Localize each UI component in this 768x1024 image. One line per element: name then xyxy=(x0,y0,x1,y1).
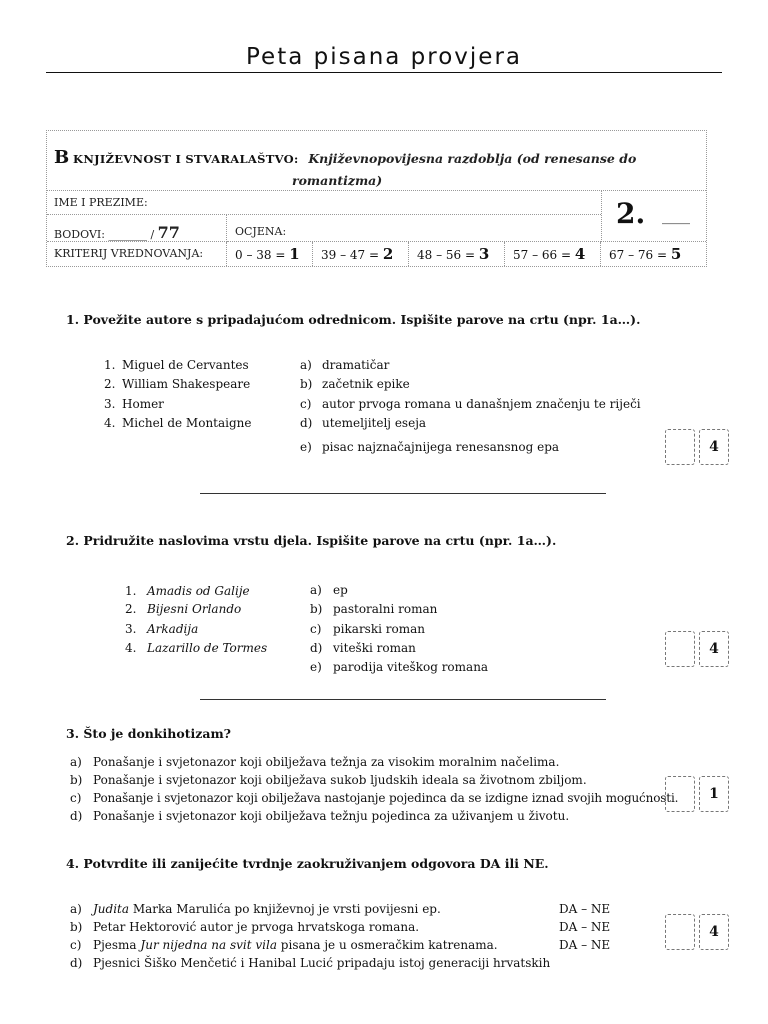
option-item[interactable]: b) Ponašanje i svjetonazor koji obilježava sukob ljudskih ideala sa životnom zbiljom. xyxy=(70,773,587,787)
list-item: a) ep xyxy=(310,583,348,597)
score-max: 4 xyxy=(699,429,729,465)
question-1-title: 1. Povežite autore s pripadajućom odrednicom. Ispišite parove na crtu (npr. 1a…). xyxy=(66,312,641,327)
list-item: 3. Arkadija xyxy=(125,622,199,636)
criteria-label: KRITERIJ VREDNOVANJA: xyxy=(54,247,204,260)
scale-cell-2: 39 – 47 = 2 xyxy=(313,242,409,266)
option-item[interactable]: a) Ponašanje i svjetonazor koji obilježava težnja za visokim moralnim načelima. xyxy=(70,755,560,769)
test-number-box xyxy=(601,191,706,242)
list-item: 1. Miguel de Cervantes xyxy=(104,358,249,372)
score-box-q2 xyxy=(665,631,731,667)
statement-item: a) Judita Marka Marulića po književnoj je vrsti povijesni ep. xyxy=(70,902,441,916)
yes-no-choice[interactable]: DA – NE xyxy=(559,938,611,952)
points-max: 77 xyxy=(157,223,180,242)
score-max: 4 xyxy=(699,914,729,950)
section-letter: B xyxy=(54,147,70,168)
header-table xyxy=(46,130,707,267)
criteria-cell xyxy=(47,242,227,266)
grade-label[interactable]: OCJENA: xyxy=(235,225,287,238)
score-input[interactable] xyxy=(665,776,695,812)
answer-line-q1[interactable] xyxy=(200,493,606,494)
list-item: 1. Amadis od Galije xyxy=(125,584,250,598)
list-item: 4. Lazarillo de Tormes xyxy=(125,641,268,655)
score-max: 4 xyxy=(699,631,729,667)
statement-item: b) Petar Hektorović autor je prvoga hrvatskoga romana. xyxy=(70,920,420,934)
grade-cell xyxy=(227,215,601,242)
list-item: 2. Bijesni Orlando xyxy=(125,602,242,616)
list-item: b) pastoralni roman xyxy=(310,602,438,616)
list-item: d) utemeljitelj eseja xyxy=(300,416,427,430)
name-row xyxy=(47,191,601,215)
question-2-title: 2. Pridružite naslovima vrstu djela. Ispišite parove na crtu (npr. 1a…). xyxy=(66,533,557,548)
score-input[interactable] xyxy=(665,914,695,950)
list-item: e) pisac najznačajnijega renesansnog epa xyxy=(300,440,560,454)
list-item: c) autor prvoga romana u današnjem značenju te riječi xyxy=(300,397,641,411)
section-heading xyxy=(54,147,636,168)
statement-item: c) Pjesma Jur nijedna na svit vila pisana je u osmeračkim katrenama. xyxy=(70,938,498,952)
yes-no-choice[interactable]: DA – NE xyxy=(559,920,611,934)
section-row xyxy=(47,131,706,191)
list-item: b) začetnik epike xyxy=(300,377,410,391)
list-item: 3. Homer xyxy=(104,397,164,411)
score-max: 1 xyxy=(699,776,729,812)
scale-cell-5: 67 – 76 = 5 xyxy=(609,245,682,263)
list-item: e) parodija viteškog romana xyxy=(310,660,489,674)
option-item[interactable]: d) Ponašanje i svjetonazor koji obilježava težnju pojedinca za uživanjem u životu. xyxy=(70,809,570,823)
test-number-blank: ____ xyxy=(662,209,690,225)
section-name: KNJIŽEVNOST I STVARALAŠTVO: xyxy=(73,152,299,166)
title-divider xyxy=(46,72,722,73)
page-title: Peta pisana provjera xyxy=(246,44,522,70)
scale-cell-1: 0 – 38 = 1 xyxy=(227,242,313,266)
scale-cell-3: 48 – 56 = 3 xyxy=(409,242,505,266)
option-item[interactable]: c) Ponašanje i svjetonazor koji obilježava nastojanje pojedinca da se izdigne iznad svojih mogućnosti. xyxy=(70,791,679,805)
statement-item: d) Pjesnici Šiško Menčetić i Hanibal Lucić pripadaju istoj generaciji hrvatskih xyxy=(70,956,551,970)
question-4-title: 4. Potvrdite ili zanijećite tvrdnje zaokruživanjem odgovora DA ili NE. xyxy=(66,856,549,871)
points-cell xyxy=(47,215,227,242)
question-3-title: 3. Što je donkihotizam? xyxy=(66,726,231,741)
list-item: a) dramatičar xyxy=(300,358,390,372)
name-label[interactable]: IME I PREZIME: xyxy=(54,196,148,209)
score-box-q1 xyxy=(665,429,731,465)
list-item: c) pikarski roman xyxy=(310,622,425,636)
score-input[interactable] xyxy=(665,429,695,465)
list-item: d) viteški roman xyxy=(310,641,416,655)
answer-line-q2[interactable] xyxy=(200,699,606,700)
yes-no-choice[interactable]: DA – NE xyxy=(559,902,611,916)
list-item: 4. Michel de Montaigne xyxy=(104,416,252,430)
points-label: BODOVI: _______ / 77 xyxy=(54,223,180,242)
section-topic-cont: romantizma) xyxy=(292,173,383,188)
score-box-q3 xyxy=(665,776,731,812)
score-input[interactable] xyxy=(665,631,695,667)
test-number: 2. xyxy=(616,197,646,230)
section-topic: Književnopovijesna razdoblja (od renesanse do xyxy=(308,151,637,166)
score-box-q4 xyxy=(665,914,731,950)
list-item: 2. William Shakespeare xyxy=(104,377,251,391)
scale-cell-4: 57 – 66 = 4 xyxy=(505,242,601,266)
